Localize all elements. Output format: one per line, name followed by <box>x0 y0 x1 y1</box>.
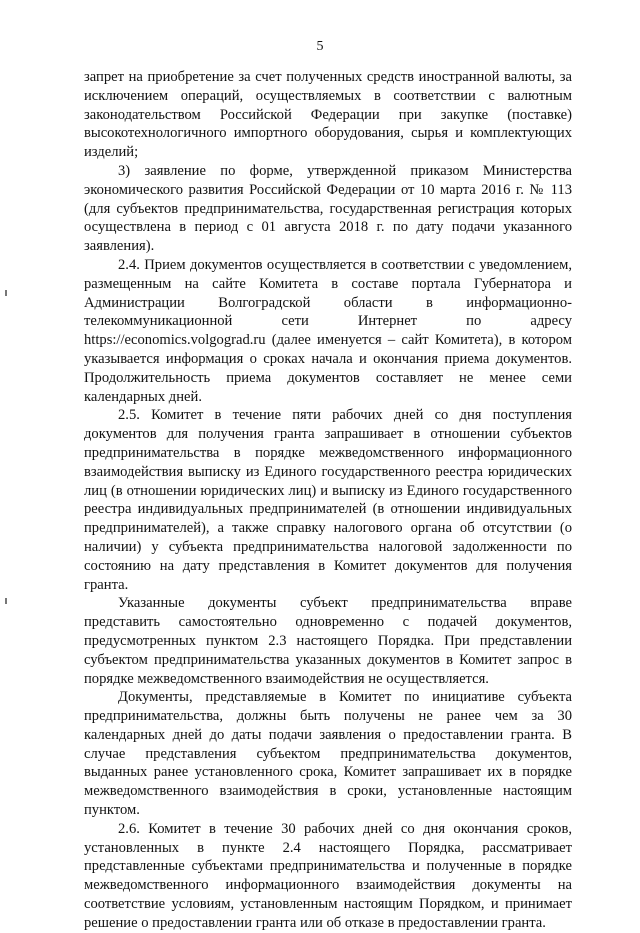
paragraph-1: запрет на приобретение за счет полученных средств иностранной валюты, за исключением операций, осуществляемых в соответствии с валютным законодательством Российской Федерации при закупке (поставке) высокотехнологичного импортного оборудования, сырья и комплектующих изделий; <box>84 69 572 161</box>
paragraph-6: Документы, представляемые в Комитет по инициативе субъекта предпринимательства, должны быть получены не ранее чем за 30 календарных дней до даты подачи заявления о предоставлении гранта. В случае представления субъектом предпринимательства документов, выданных ранее установленного срока, Комитет запрашивает их в порядке межведомственного взаимодействия в сроки, установленные настоящим пунктом. <box>84 689 572 819</box>
paragraph-2: 3) заявление по форме, утвержденной приказом Министерства экономического развития Российской Федерации от 10 марта 2016 г. № 113 (для субъектов предпринимательства, государственная регистрация которых осуществлена в период с 01 августа 2018 г. по дату подачи указанного заявления). <box>84 162 572 255</box>
page-number: 5 <box>316 39 324 54</box>
margin-mark <box>5 290 7 296</box>
paragraph-7: 2.6. Комитет в течение 30 рабочих дней со дня окончания сроков, установленных в пункте 2.4 настоящего Порядка, рассматривает представленные субъектами предпринимательства и полученные в порядке межведомственного информационного взаимодействия документы на соответствие условиям, установленным настоящим Порядком, и принимает решение о предоставлении гранта или об отказе в предоставлении гранта. <box>84 820 572 931</box>
paragraph-3: 2.4. Прием документов осуществляется в соответствии с уведомлением, размещенным на сайте Комитета в составе портала Губернатора и Администрации Волгоградской области в информационно-телекоммуникационной сети Интернет по адресу https://economics.volgograd.ru (далее именуется – сайт Комитета), в котором указывается информация о сроках начала и окончания приема документов. Продолжительность приема документов составляет не менее семи календарных дней. <box>84 256 572 405</box>
margin-mark <box>5 598 7 604</box>
document-body <box>84 68 572 933</box>
paragraph-4: 2.5. Комитет в течение пяти рабочих дней со дня поступления документов для получения гранта запрашивает в отношении субъектов предпринимательства в порядке межведомственного информационного взаимодействия выписку из Единого государственного реестра юридических лиц (в отношении юридических лиц) и выписку из Единого государственного реестра индивидуальных предпринимателей (в отношении индивидуальных предпринимателей), а также справку налогового органа об отсутствии (о наличии) у субъекта предпринимательства налоговой задолженности по состоянию на дату представления в Комитет документов для получения гранта. <box>84 407 572 593</box>
paragraph-5: Указанные документы субъект предпринимательства вправе представить самостоятельно одновременно с подачей документов, предусмотренных пунктом 2.3 настоящего Порядка. При представлении субъектом предпринимательства указанных документов в Комитет запрос в порядке межведомственного взаимодействия не осуществляется. <box>84 595 572 687</box>
